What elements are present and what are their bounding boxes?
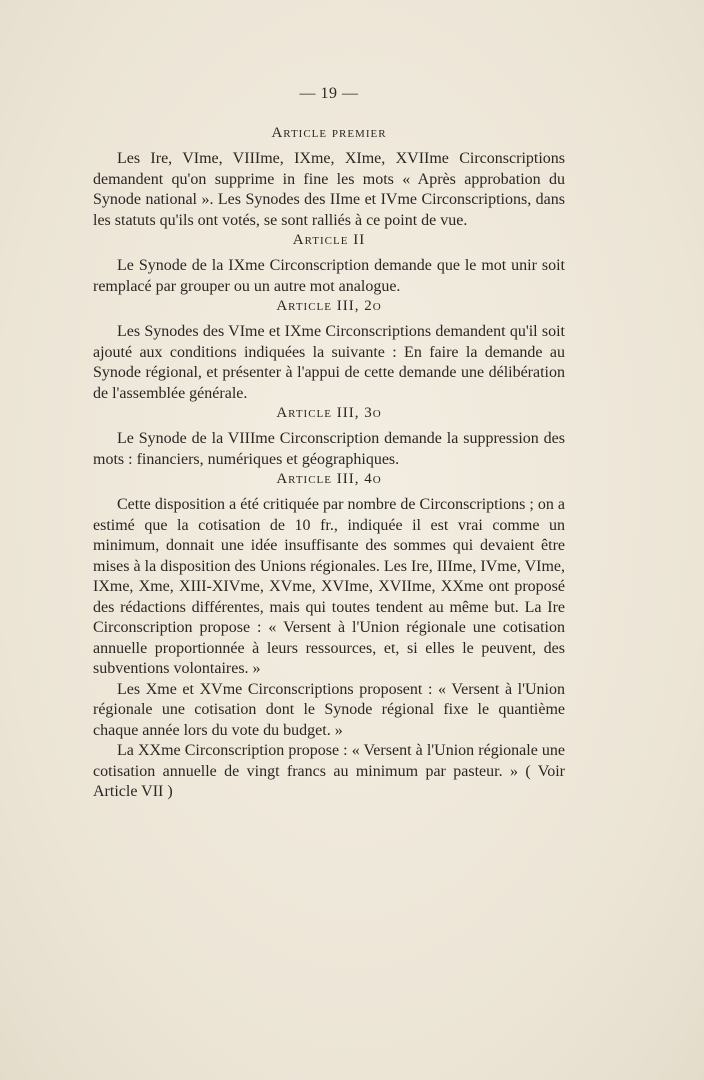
page-number: — 19 —: [299, 85, 359, 102]
article-paragraph: Les Ire, VIme, VIIIme, IXme, XIme, XVIIme Circonscriptions demandent qu'on supprime in fine les mots « Après approbation du Synode national ». Les Synodes des IIme et IVme Circonscriptions, dans les statuts qu'ils ont votés, se sont ralliés à ce point de vue.: [93, 150, 565, 229]
article-heading-text: Article III, 2o: [276, 298, 382, 314]
article-paragraph: La XXme Circonscription propose : « Versent à l'Union régionale une cotisation annuelle de vingt francs au minimum par pasteur. » ( Voir Article VII ): [93, 742, 565, 800]
article-paragraph: Les Xme et XVme Circonscriptions proposent : « Versent à l'Union régionale une cotisation dont le Synode régional fixe le quantième chaque année lors du vote du budget. »: [93, 680, 565, 739]
article-heading-text: Article II: [292, 232, 366, 248]
article-heading-text: Article III, 4o: [276, 471, 382, 487]
article-heading: [93, 470, 565, 488]
article-heading-text: Article premier: [271, 125, 387, 141]
article-paragraph: Le Synode de la VIIIme Circonscription demande la suppression des mots : financiers, numériques et géographiques.: [93, 430, 565, 468]
article-heading: [93, 124, 565, 142]
article-heading-text: Article III, 3o: [276, 405, 382, 421]
article-paragraph: Le Synode de la IXme Circonscription demande que le mot unir soit remplacé par grouper ou un autre mot analogue.: [93, 257, 565, 295]
article-paragraph: Cette disposition a été critiquée par nombre de Circonscriptions ; on a estimé que la cotisation de 10 fr., indiquée il est vrai comme un minimum, donnait une idée insuffisante des sommes qui devaient être mises à la disposition des Unions régionales. Les Ire, IIIme, IVme, VIme, IXme, Xme, XIII-XIVme, XVme, XVIme, XVIIme, XXme ont proposé des rédactions différentes, mais qui toutes tendent au même but. La Ire Circonscription propose : « Versent à l'Union régionale une cotisation annuelle proportionnée à leurs ressources, et, si elles le peuvent, des subventions volontaires. »: [93, 496, 565, 677]
text-block: [93, 84, 565, 803]
article-paragraph: Les Synodes des VIme et IXme Circonscriptions demandent qu'il soit ajouté aux conditions indiquées la suivante : En faire la demande au Synode régional, et présenter à l'appui de cette demande une délibération de l'assemblée générale.: [93, 323, 565, 402]
article-heading: [93, 231, 565, 249]
article-heading: [93, 297, 565, 315]
article-heading: [93, 404, 565, 422]
